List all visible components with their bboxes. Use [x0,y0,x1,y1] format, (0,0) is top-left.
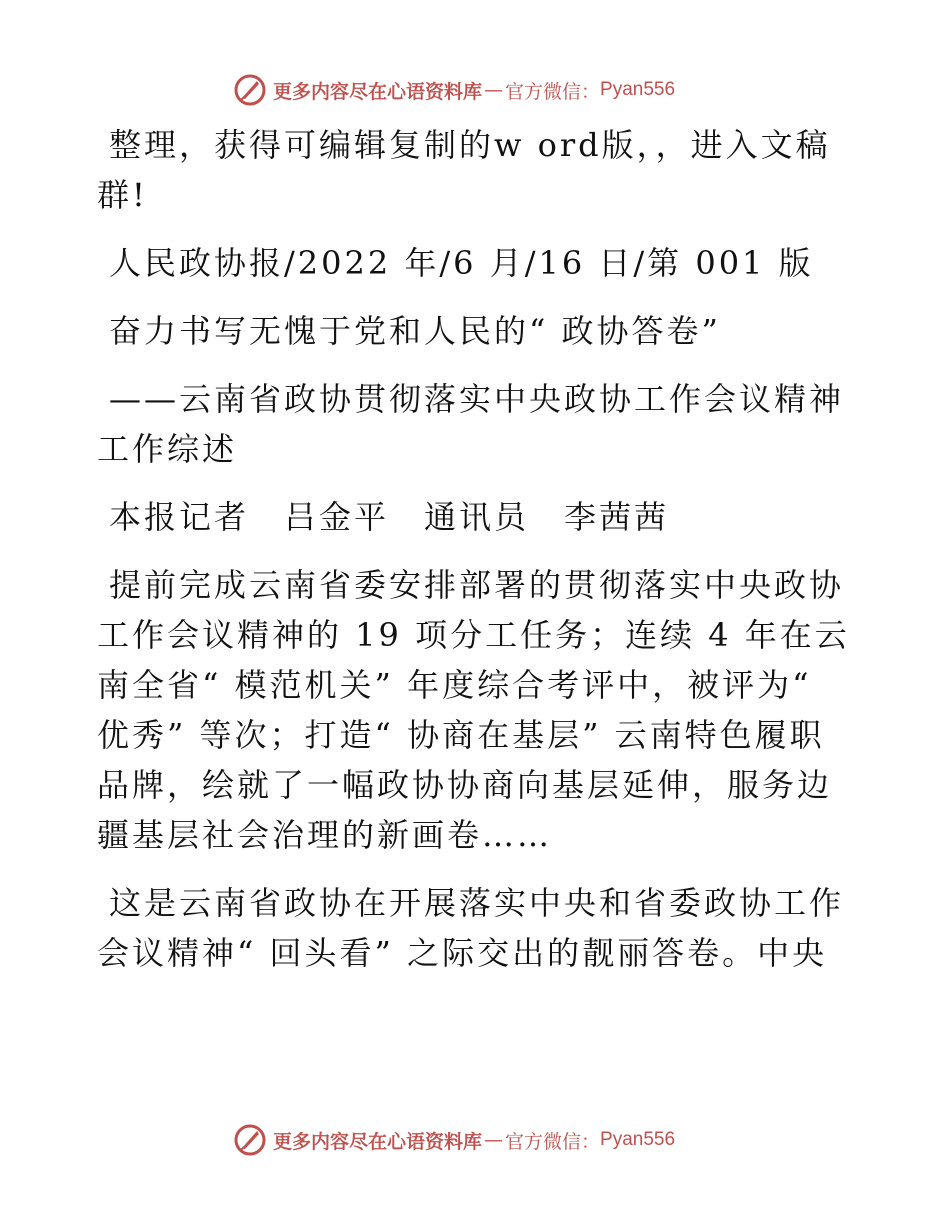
quill-logo-icon [233,73,267,107]
byline: 本报记者 吕金平 通讯员 李茜茜 [109,498,670,536]
body-paragraph: 提前完成云南省委安排部署的贯彻落实中央政协工作会议精神的 19 项分工任务；连续 4 年在云南全省“ 模范机关” 年度综合考评中，被评为“ 优秀” 等次；打造“ 协商在基层” 云南特色履职品牌，绘就了一幅政协协商向基层延伸，服务边疆基层社会治理的新画卷…… [97,566,850,854]
quill-logo-icon [233,1123,267,1157]
header-watermark [233,73,675,107]
watermark-dash: — [484,1129,504,1151]
watermark-text: 更多内容尽在心语资料库 [273,1130,483,1153]
footer-watermark [233,1123,675,1157]
watermark-wechat-id: Pyan556 [600,79,676,100]
source-line: 人民政协报/2022 年/6 月/16 日/第 001 版 [109,244,814,282]
intro-paragraph: 整理，获得可编辑复制的w ord版，，进入文稿群! [97,126,831,214]
article-subtitle: ——云南省政协贯彻落实中央政协工作会议精神工作综述 [97,380,845,468]
watermark-official-label: 官方微信： [505,80,601,103]
watermark-text: 更多内容尽在心语资料库 [273,80,483,103]
document-body [97,120,857,996]
article-title: 奋力书写无愧于党和人民的“ 政协答卷” [109,312,721,350]
watermark-official-label: 官方微信： [505,1130,601,1153]
watermark-dash: — [484,79,504,101]
watermark-wechat-id: Pyan556 [600,1129,676,1150]
body-paragraph: 这是云南省政协在开展落实中央和省委政协工作会议精神“ 回头看” 之际交出的靓丽答卷。中央 [97,884,845,972]
